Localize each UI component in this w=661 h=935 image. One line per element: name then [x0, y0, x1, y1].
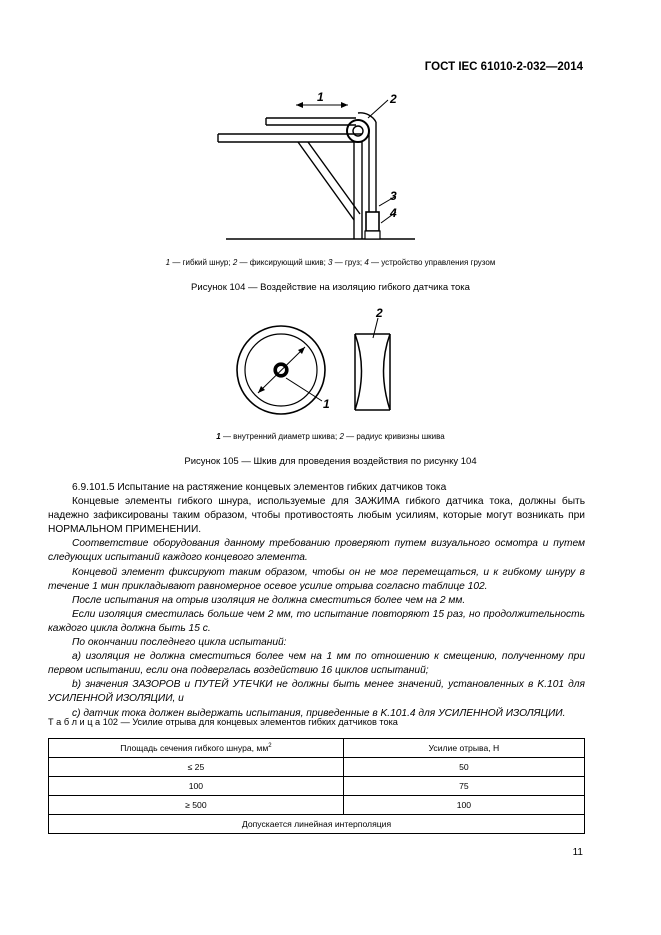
figure-104-drawing [210, 88, 420, 248]
page-number: 11 [572, 847, 583, 858]
fig105-label-2: 2 [376, 306, 383, 320]
table-footnote: Допускается линейная интерполяция [49, 815, 585, 834]
fig104-label-2: 2 [390, 92, 397, 106]
paragraph-compliance: Соответствие оборудования данному требованию проверяют путем визуального осмотра и путем следующих испытаний каждого концевого элемента. [48, 538, 585, 564]
cell-area: ≥ 500 [49, 796, 344, 815]
pulley-side-right [384, 334, 391, 410]
body-text [48, 481, 585, 721]
list-item-c: c) датчик тока должен выдержать испытания, приведенные в K.101.4 для УСИЛЕННОЙ ИЗОЛЯЦИИ. [72, 707, 566, 719]
clause-heading: 6.9.101.5 Испытание на растяжение концевых элементов гибких датчиков тока [72, 482, 447, 493]
cell-force: 100 [343, 796, 584, 815]
paragraph-after-cycle: По окончании последнего цикла испытаний: [72, 637, 287, 649]
cell-force: 50 [343, 758, 584, 777]
paragraph-limit: После испытания на отрыв изоляция не должна сместиться более чем на 2 мм. [72, 594, 466, 606]
cell-area: 100 [49, 777, 344, 796]
cell-area: ≤ 25 [49, 758, 344, 777]
table-row [49, 758, 585, 777]
table-102-title: Т а б л и ц а 102 — Усилие отрыва для концевых элементов гибких датчиков тока [48, 717, 398, 727]
paragraph: Концевые элементы гибкого шнура, используемые для ЗАЖИМА гибкого датчика тока, должны быть надежно зафиксированы таким образом, чтобы противостоять любым усилиям, которые могут возникать при НОРМАЛЬНОМ ПРИМЕНЕНИИ. [48, 496, 585, 536]
fig104-label-4: 4 [390, 206, 397, 220]
brace [298, 142, 354, 220]
fig104-label-3: 3 [390, 189, 397, 203]
standard-header: ГОСТ IEC 61010-2-032—2014 [424, 61, 583, 73]
figure-104-title: Рисунок 104 — Воздействие на изоляцию гибкого датчика тока [191, 282, 470, 293]
table-footnote-row [49, 815, 585, 834]
col-area-header: Площадь сечения гибкого шнура, $мм^2$ [49, 739, 344, 758]
fig104-label-1: 1 [317, 90, 324, 104]
table-row [49, 777, 585, 796]
table-header-row [49, 739, 585, 758]
paragraph-repeat: Если изоляция сместилась больше чем 2 мм, то испытание повторяют 15 раз, но продолжительность каждого цикла должна быть 15 с. [48, 608, 585, 634]
list-item-a: a) изоляция не должна сместиться более чем на 1 мм по отношению к смещению, полученному при первом испытании, если она подверглась воздействию 16 циклов испытаний; [48, 651, 585, 677]
col-force-header: Усилие отрыва, Н [343, 739, 584, 758]
pulley-side-left [355, 334, 362, 410]
weight [366, 212, 379, 231]
figure-104-legend: 1 — гибкий шнур; 2 — фиксирующий шкив; 3 — груз; 4 — устройство управления грузом [165, 258, 496, 267]
fig105-label-1: 1 [323, 397, 330, 411]
table-102 [48, 738, 585, 834]
paragraph-procedure: Концевой элемент фиксируют таким образом, чтобы он не мог перемещаться, и к гибкому шнуру в течение 1 мин прикладывают равномерное осевое усилие отрыва согласно таблице 102. [48, 566, 585, 592]
cell-force: 75 [343, 777, 584, 796]
list-item-b: b) значения ЗАЗОРОВ и ПУТЕЙ УТЕЧКИ не должны быть менее значений, установленных в K.101 для УСИЛЕННОЙ ИЗОЛЯЦИИ, и [48, 679, 585, 705]
figure-105-drawing [230, 304, 430, 424]
figure-105-legend: 1 — внутренний диаметр шкива; 2 — радиус кривизны шкива [216, 432, 445, 441]
weight-control [365, 231, 380, 239]
figure-105-title: Рисунок 105 — Шкив для проведения воздействия по рисунку 104 [184, 456, 477, 467]
table-row [49, 796, 585, 815]
